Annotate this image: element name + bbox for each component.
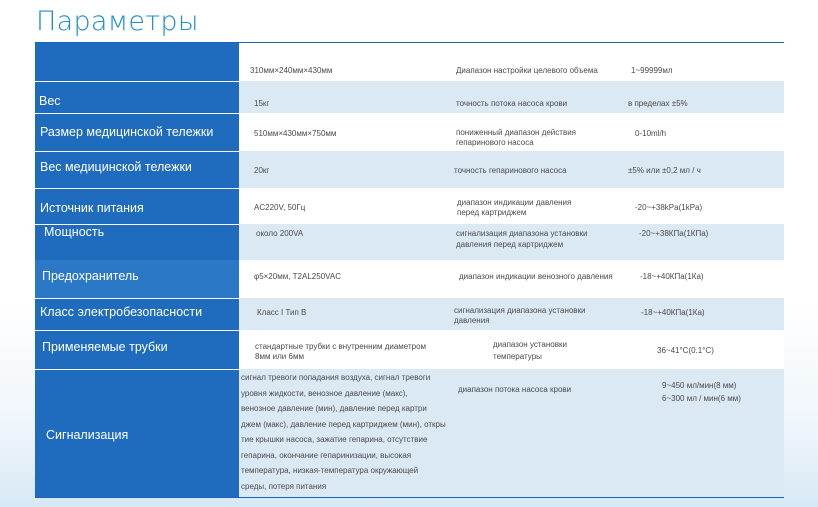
param-name: точность потока насоса крови [456, 99, 568, 108]
param-range-line: 6~300 мл / мин(6 мм) [662, 394, 741, 403]
row-separator [35, 151, 239, 152]
alarm-line: венозное давление (мин), давление перед картри [241, 404, 427, 413]
row-separator [35, 81, 239, 82]
spec-table [35, 42, 784, 498]
alarm-line: температура, низкая-температура окружающей [241, 466, 419, 475]
alarm-line: тие крышки насоса, зажатие гепарина, отсутствие [241, 435, 428, 444]
row-label: Сигнализация [46, 428, 129, 442]
spec-value-line: 8мм или 6мм [255, 352, 304, 361]
spec-value: 310мм×240мм×430мм [250, 66, 333, 75]
table-row [35, 43, 784, 81]
param-range: -18~+40КПа(1Ка) [641, 308, 705, 317]
spec-value: Класс I Тип B [257, 308, 307, 317]
row-separator [35, 113, 239, 114]
row-label-cell [35, 330, 239, 369]
param-name-line: диапазон индикации давления [457, 198, 572, 207]
row-label: Мощность [44, 225, 105, 239]
param-name-line: диапазон установки [493, 340, 567, 349]
param-name-line: сигнализация диапазона установки [456, 229, 588, 238]
row-label-cell [35, 81, 239, 113]
param-name: диапазон индикации венозного давления [459, 272, 613, 281]
table-row [35, 330, 784, 369]
param-name-line: сигнализация диапазона установки [454, 306, 586, 315]
table-row [35, 369, 784, 497]
spec-value: 20кг [254, 166, 270, 175]
row-label: Источник питания [40, 201, 144, 215]
table-row [35, 298, 784, 330]
param-name-line: перед картриджем [457, 208, 527, 217]
table-row [35, 224, 784, 260]
row-label: Вес [39, 94, 61, 108]
row-separator [35, 369, 239, 370]
table-row [35, 188, 784, 224]
table-row [35, 81, 784, 113]
row-label: Предохранитель [42, 269, 139, 283]
row-label-cell [35, 224, 239, 260]
table-row [35, 260, 784, 298]
row-label-cell [35, 260, 239, 298]
row-label: Размер медицинской тележки [40, 125, 214, 139]
param-name: точность гепаринового насоса [454, 166, 567, 175]
param-name: диапазон потока насоса крови [458, 385, 572, 394]
row-separator [35, 298, 239, 299]
row-label-cell [35, 113, 239, 151]
alarm-line: уровня жидкости, венозное давление (макс), [241, 388, 408, 398]
row-label: Вес медицинской тележки [40, 160, 192, 174]
spec-value: 15кг [254, 99, 270, 108]
row-separator [35, 224, 239, 225]
spec-value-line: стандартные трубки с внутренним диаметром [255, 342, 427, 351]
param-name-line: давления перед картриджем [456, 240, 564, 249]
param-name-line: пониженный диапазон действия [456, 128, 576, 137]
row-label-cell [35, 369, 239, 497]
param-range: -20~+38kPa(1kPa) [635, 203, 703, 212]
param-range: 0-10ml/h [635, 129, 667, 138]
table-row [35, 151, 784, 188]
spec-value: φ5×20мм, T2AL250VAC [254, 272, 341, 281]
row-label-cell [35, 298, 239, 330]
param-range: 36~41°С(0.1°С) [657, 346, 714, 355]
row-label-cell [35, 43, 239, 81]
row-separator [35, 188, 239, 189]
param-range-line: 9~450 мл/мин(8 мм) [662, 381, 737, 390]
param-name: Диапазон настройки целевого объема [456, 66, 598, 75]
alarm-line: гепарина, окончание гепаринизации, высокая [241, 450, 412, 460]
alarm-list [241, 370, 446, 494]
param-range: 1~99999мл [631, 66, 673, 75]
row-label-cell [35, 188, 239, 224]
row-label: Класс электробезопасности [40, 305, 203, 319]
param-name-line: давления [454, 316, 490, 325]
spec-value: AC220V, 50Гц [254, 203, 306, 212]
alarm-line: сигнал тревоги попадания воздуха, сигнал тревоги [241, 373, 431, 382]
row-label: Применяемые трубки [42, 340, 168, 354]
row-separator [35, 330, 239, 331]
param-range: -18~+40КПа(1Ка) [640, 272, 704, 281]
row-label-cell [35, 151, 239, 188]
table-row [35, 113, 784, 151]
alarm-line: джем (макс), давление перед картриджем (мин), откры [241, 419, 446, 429]
page-title: Параметры [36, 6, 199, 37]
param-range: в пределах ±5% [628, 99, 688, 108]
param-name-line: температуры [493, 352, 542, 361]
alarm-line: среды, потеря питания [241, 481, 327, 491]
param-range: ±5% или ±0,2 мл / ч [628, 166, 701, 175]
spec-value: около 200VA [256, 229, 304, 238]
param-range: -20~+38КПа(1КПа) [639, 229, 709, 238]
param-name-line: гепаринового насоса [456, 138, 534, 147]
spec-value: 510мм×430мм×750мм [254, 129, 337, 138]
